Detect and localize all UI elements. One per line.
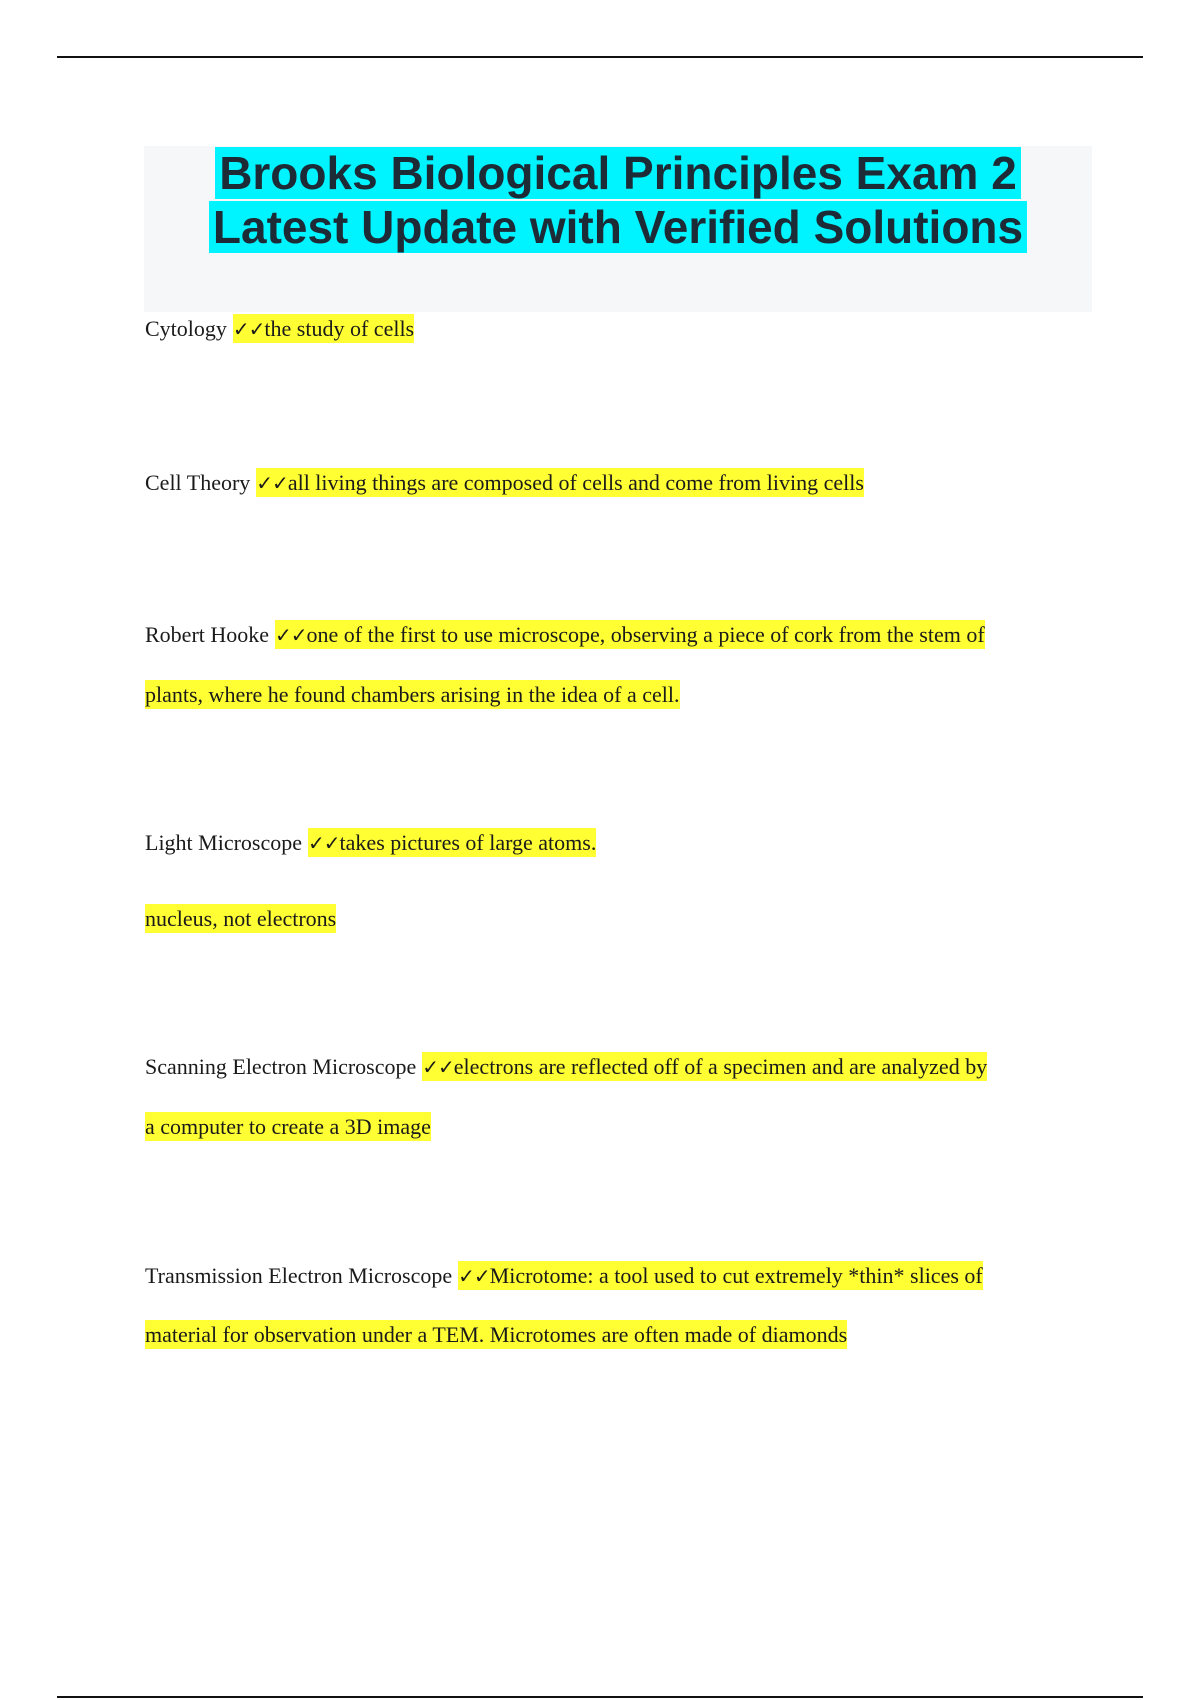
check-mark-icon: ✓✓ xyxy=(256,471,288,495)
title-line-1: Brooks Biological Principles Exam 2 xyxy=(215,147,1021,199)
entry-definition: electrons are reflected off of a specimen and are analyzed by xyxy=(453,1054,988,1079)
entry-robert-hooke-continued xyxy=(145,680,680,710)
entry-term: Cell Theory xyxy=(145,470,251,495)
entry-definition: Microtome: a tool used to cut extremely *thin* slices of xyxy=(489,1263,983,1288)
entry-definition: all living things are composed of cells and come from living cells xyxy=(287,470,864,495)
entry-definition: takes pictures of large atoms. xyxy=(339,830,597,855)
entry-term: Light Microscope xyxy=(145,830,303,855)
check-mark-icon: ✓✓ xyxy=(458,1264,490,1288)
check-mark-icon: ✓✓ xyxy=(422,1055,454,1079)
entry-light-microscope-continued xyxy=(145,904,336,934)
title-block xyxy=(144,146,1092,312)
entry-scanning-electron-microscope-continued xyxy=(145,1112,431,1142)
entry-term: Scanning Electron Microscope xyxy=(145,1054,417,1079)
title-line-2: Latest Update with Verified Solutions xyxy=(209,201,1027,253)
bottom-rule xyxy=(57,1696,1143,1698)
document-title xyxy=(144,146,1092,254)
entry-cytology xyxy=(145,314,414,344)
entry-scanning-electron-microscope xyxy=(145,1052,987,1082)
entry-robert-hooke xyxy=(145,620,985,650)
entry-transmission-electron-microscope xyxy=(145,1261,983,1291)
check-mark-icon: ✓✓ xyxy=(275,623,307,647)
entry-light-microscope xyxy=(145,828,596,858)
top-rule xyxy=(57,56,1143,58)
entry-definition-continued: plants, where he found chambers arising in the idea of a cell. xyxy=(145,682,680,707)
entry-definition-continued: nucleus, not electrons xyxy=(145,906,337,931)
entry-definition: the study of cells xyxy=(264,316,415,341)
entry-cell-theory xyxy=(145,468,864,498)
entry-transmission-electron-microscope-continued xyxy=(145,1320,847,1350)
entry-definition-continued: a computer to create a 3D image xyxy=(145,1114,431,1139)
check-mark-icon: ✓✓ xyxy=(308,831,340,855)
check-mark-icon: ✓✓ xyxy=(232,317,265,341)
entry-term: Cytology xyxy=(145,316,227,341)
entry-term: Robert Hooke xyxy=(145,622,270,647)
entry-definition-continued: material for observation under a TEM. Microtomes are often made of diamonds xyxy=(145,1322,848,1347)
entry-definition: one of the first to use microscope, observing a piece of cork from the stem of xyxy=(306,622,985,647)
entry-term: Transmission Electron Microscope xyxy=(145,1263,453,1288)
